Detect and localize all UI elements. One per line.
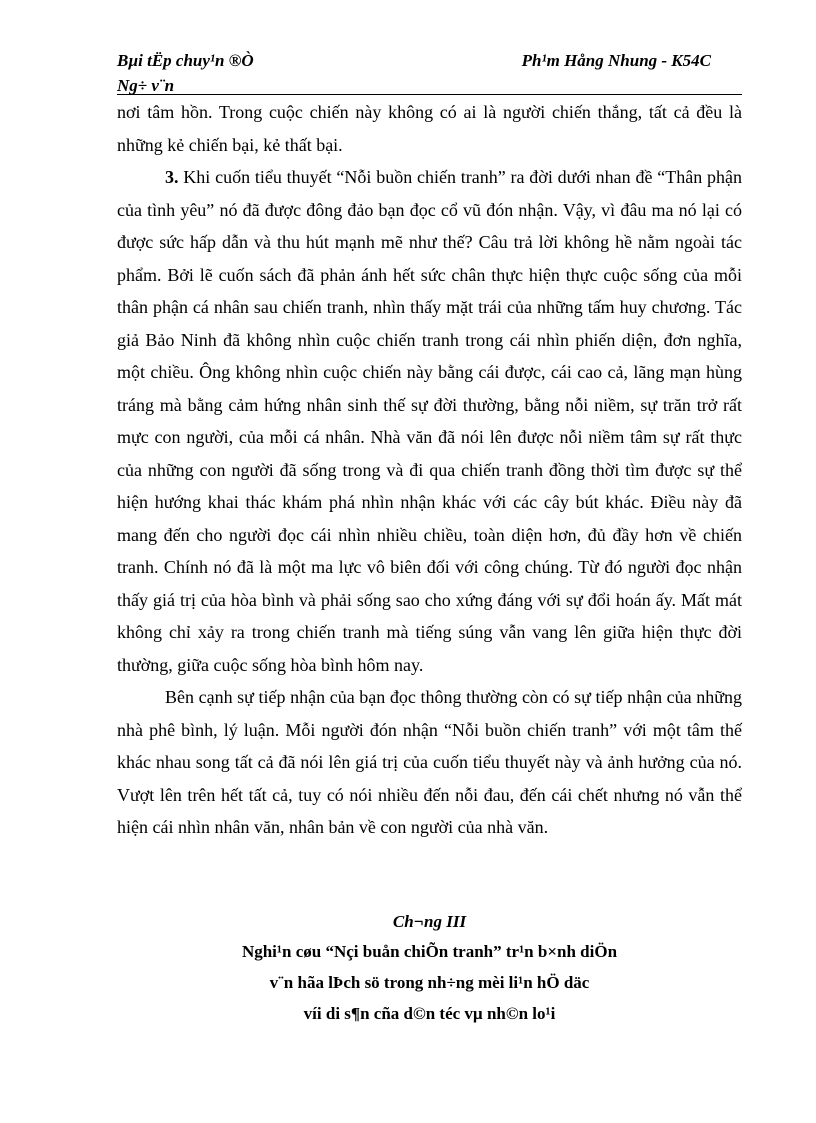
header-author: Ph¹m Hång Nhung - K54C: [521, 51, 711, 70]
paragraph-1: nơi tâm hồn. Trong cuộc chiến này không có ai là người chiến thắng, tất cả đều là những kẻ chiến bại, kẻ thất bại.: [117, 102, 742, 155]
header-rule: [117, 94, 742, 95]
chapter-title: Ch¬ng III: [392, 912, 467, 931]
chapter-heading: [117, 908, 742, 1029]
paragraph-2-text: Khi cuốn tiểu thuyết “Nỗi buồn chiến tranh” ra đời dưới nhan đề “Thân phận của tình yêu” nó đã được đông đảo bạn đọc cổ vũ đón nhận. Vậy, vì đâu ma nó lại có được sức hấp dẫn và thu hút mạnh mẽ như thế? Câu trả lời không hề nằm ngoài tác phẩm. Bởi lẽ cuốn sách đã phản ánh hết sức chân thực hiện thực cuộc sống của mỗi thân phận cá nhân sau chiến tranh, nhìn thấy mặt trái của những tấm huy chương. Tác giả Bảo Ninh đã không nhìn cuộc chiến tranh trong cái nhìn phiến diện, đơn nghĩa, một chiều. Ông không nhìn cuộc chiến này bằng cái được, cái cao cả, lãng mạn hùng tráng mà bằng cảm hứng nhân sinh thế sự đời thường, bằng nỗi niềm, sự trăn trở rất mực con người, của mỗi cá nhân. Nhà văn đã nói lên được nỗi niềm tâm sự rất thực của những con người đã sống trong và đi qua chiến tranh đồng thời tìm được sự thể hiện hướng khai thác khám phá nhìn nhận khác với các cây bút khác. Điều này đã mang đến cho người đọc cái nhìn nhiều chiều, toàn diện hơn, đủ đầy hơn về chiến tranh. Chính nó đã là một ma lực vô biên đối với công chúng. Từ đó người đọc nhận thấy giá trị của hòa bình và phải sống sao cho xứng đáng với sự đổi hoán ấy. Mất mát không chỉ xảy ra trong chiến tranh mà tiếng súng vẫn vang lên giữa hiện thực đời thường, giữa cuộc sống hòa bình hôm nay.: [117, 167, 742, 675]
paragraph-2: [117, 161, 742, 681]
chapter-subtitle-line-3: víi di s¶n cña d©n téc vµ nh©n lo¹i: [303, 1004, 556, 1023]
section-number: 3.: [165, 167, 179, 187]
header-course-title: Bµi tËp chuy¹n ®Ò: [117, 51, 254, 70]
page-header: [117, 51, 715, 99]
paragraph-3: Bên cạnh sự tiếp nhận của bạn đọc thông thường còn có sự tiếp nhận của những nhà phê bình, lý luận. Mỗi người đón nhận “Nỗi buồn chiến tranh” với một tâm thế khác nhau song tất cả đã nói lên giá trị của cuốn tiểu thuyết này và ảnh hưởng của nó. Vượt lên trên hết tất cả, tuy có nói nhiều đến nỗi đau, đến cái chết nhưng nó vẫn thể hiện cái nhìn nhân văn, nhân bản về con người của nhà văn.: [117, 687, 742, 837]
chapter-subtitle-line-2: v¨n hãa lÞch sö trong nh÷ng mèi li¹n hÖ däc: [269, 973, 590, 992]
header-subject: Ng÷ v¨n: [117, 76, 175, 95]
chapter-subtitle-line-1: Nghi¹n cøu “Nçi buån chiÕn tranh” tr¹n b×nh diÖn: [241, 942, 618, 961]
document-body: [117, 96, 742, 844]
